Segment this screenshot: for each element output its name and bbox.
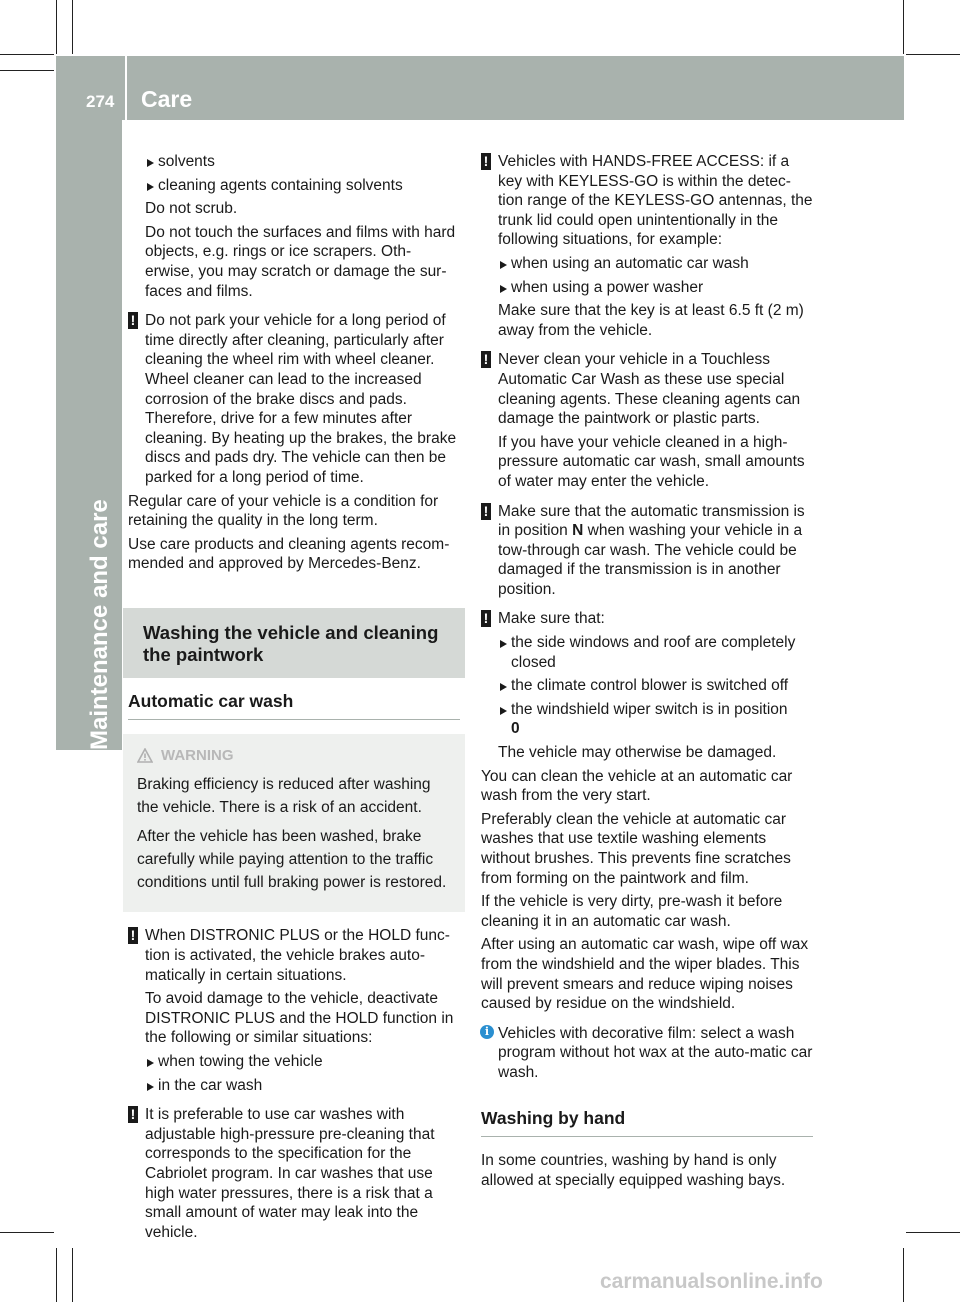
note-text: When DISTRONIC PLUS or the HOLD func-tion is activated, the vehicle brakes auto-matically in certain situations. (145, 927, 450, 984)
crop-mark (56, 0, 57, 54)
exclamation-icon: ! (481, 610, 491, 627)
exclamation-icon: ! (128, 312, 138, 329)
paragraph: Regular care of your vehicle is a condition for retaining the quality in the long term. (128, 492, 439, 530)
sidebar-label (86, 710, 114, 750)
exclamation-icon: ! (481, 503, 491, 520)
list-item (481, 700, 813, 739)
note-text-part: when washing your vehicle in a tow-through car wash. The vehicle could be damaged if the transmission is in another position. (498, 522, 803, 598)
note-block (481, 350, 813, 428)
list-item: in the car wash (128, 1076, 460, 1096)
crop-mark (903, 0, 904, 54)
info-block (481, 1024, 813, 1083)
note-subtext: Make sure that the key is at least 6.5 ft (2 m) away from the vehicle. (498, 302, 804, 339)
paragraph: If the vehicle is very dirty, pre-wash it before cleaning it in an automatic car wash. (481, 893, 783, 930)
crop-mark (903, 1248, 904, 1302)
list-item: cleaning agents containing solvents (128, 176, 460, 196)
note-text: Vehicles with HANDS-FREE ACCESS: if a key with KEYLESS-GO is within the detec-tion range of the KEYLESS-GO antennas, the trunk lid could open unintentionally in the following situations, for example: (498, 153, 813, 249)
warning-triangle-icon (137, 748, 153, 764)
note-block (128, 926, 460, 985)
paragraph: Use care products and cleaning agents recom-mended and approved by Mercedes-Benz. (128, 535, 450, 573)
note-block (128, 311, 460, 487)
list-item: when using a power washer (481, 278, 813, 298)
paragraph: Do not touch the surfaces and films with hard objects, e.g. rings or ice scrapers. Oth-erwise, you may scratch or damage the sur-faces and films. (145, 223, 456, 300)
note-block (128, 1105, 460, 1242)
paragraph: After using an automatic car wash, wipe off wax from the windshield and the wiper blades. This will prevent smears and reduce wiping noises caused by residue on the windshield. (481, 936, 809, 1013)
note-text: Never clean your vehicle in a Touchless Automatic Car Wash as these use special cleaning agents. These cleaning agents can damage the paintwork or plastic parts. (498, 351, 801, 428)
exclamation-icon: ! (128, 1106, 138, 1123)
note-subtext: If you have your vehicle cleaned in a high-pressure automatic car wash, small amounts of water may enter the vehicle. (498, 433, 805, 490)
note-subtext: To avoid damage to the vehicle, deactivate DISTRONIC PLUS and the HOLD function in the following or similar situations: (145, 990, 454, 1047)
paragraph: Do not scrub. (145, 200, 238, 218)
note-block (481, 609, 813, 629)
header-divider (125, 56, 127, 120)
gear-position: N (572, 522, 584, 540)
exclamation-icon: ! (481, 153, 491, 170)
crop-mark (906, 54, 960, 55)
warning-title (137, 744, 451, 767)
info-text: Vehicles with decorative film: select a wash program without hot wax at the auto-matic car wash. (498, 1024, 813, 1081)
list-item-text: the windshield wiper switch is in position (511, 700, 788, 718)
left-column (128, 152, 460, 1246)
note-block (481, 152, 813, 250)
section-heading: Washing the vehicle and cleaning the paintwork (123, 608, 465, 678)
warning-box (123, 734, 465, 912)
note-text: It is preferable to use car washes with adjustable high-pressure pre-cleaning that corresponds to the specification for the Cabriolet program. In car washes that use high water pressures, there is a risk that a small amount of water may leak into the vehicle. (145, 1106, 435, 1241)
list-item: the side windows and roof are completely closed (481, 633, 813, 672)
crop-mark (906, 1232, 960, 1233)
paragraph: Preferably clean the vehicle at automatic car washes that use textile washing elements without brushes. This prevents fine scratches from forming on the paintwork and film. (481, 810, 791, 887)
list-item: solvents (128, 152, 460, 172)
warning-text: Braking efficiency is reduced after washing the vehicle. There is a risk of an accident. (137, 776, 431, 817)
list-item: when using an automatic car wash (481, 254, 813, 274)
paragraph: You can clean the vehicle at an automatic car wash from the very start. (481, 767, 793, 805)
note-text: Make sure that: (498, 610, 605, 628)
crop-mark (72, 0, 73, 54)
subsection-heading: Automatic car wash (128, 692, 460, 721)
wiper-position: 0 (511, 720, 520, 738)
section-title: Care (141, 86, 193, 112)
crop-mark (0, 1232, 54, 1233)
crop-mark (56, 1248, 57, 1302)
crop-mark (0, 54, 54, 55)
crop-mark (0, 70, 54, 71)
exclamation-icon: ! (128, 927, 138, 944)
watermark: carmanualsonline.info (600, 1270, 823, 1293)
note-text: Do not park your vehicle for a long period of time directly after cleaning, particularly after cleaning the wheel rim with wheel cleaner. Wheel cleaner can lead to the increased corrosion of the brake discs and pads. Therefore, drive for a few minutes after cleaning. By heating up the brakes, the brake discs and pads dry. The vehicle can then be parked for a long period of time. (145, 312, 457, 486)
list-item: the climate control blower is switched off (481, 676, 813, 696)
note-block (481, 502, 813, 600)
note-text (498, 502, 813, 600)
exclamation-icon: ! (481, 351, 491, 368)
note-subtext: The vehicle may otherwise be damaged. (498, 744, 777, 762)
paragraph: In some countries, washing by hand is only allowed at specially equipped washing bays. (481, 1152, 786, 1189)
subsection-heading: Washing by hand (481, 1109, 813, 1138)
list-item: when towing the vehicle (128, 1052, 460, 1072)
page-number: 274 (86, 92, 115, 111)
crop-mark (72, 1248, 73, 1302)
note-text-part: Make sure that the automatic transmission is in position (498, 502, 805, 540)
info-icon: i (480, 1025, 494, 1039)
warning-text: After the vehicle has been washed, brake carefully while paying attention to the traffic conditions until full braking power is restored. (137, 828, 447, 892)
warning-label: WARNING (161, 747, 234, 765)
right-column (481, 152, 813, 1194)
